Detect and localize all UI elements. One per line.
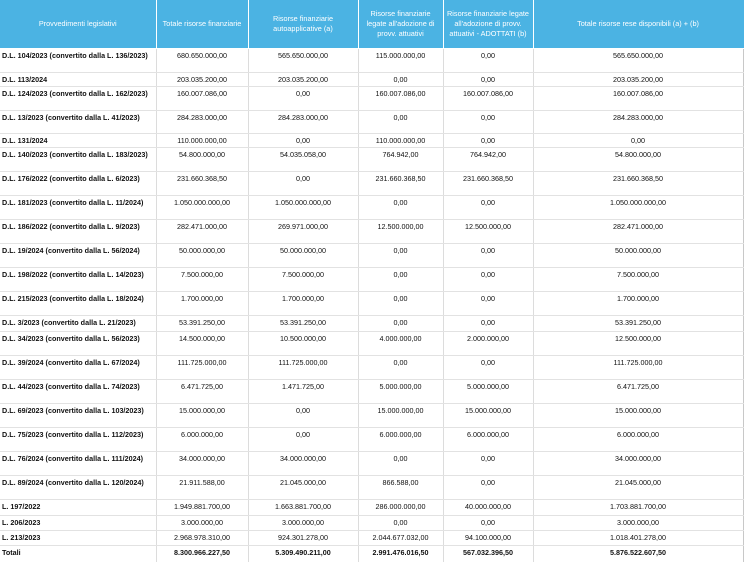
cell-autoapplicative: 53.391.250,00 xyxy=(248,316,358,332)
cell-autoapplicative: 1.050.000.000,00 xyxy=(248,196,358,220)
cell-totale-risorse: 231.660.368,50 xyxy=(156,172,248,196)
header-provvedimenti: Provvedimenti legislativi xyxy=(0,0,156,49)
cell-totale-disponibili: 565.650.000,00 xyxy=(533,49,743,73)
cell-totale-risorse: 6.471.725,00 xyxy=(156,380,248,404)
cell-provvedimento: L. 206/2023 xyxy=(0,516,156,531)
cell-provvedimento: D.L. 75/2023 (convertito dalla L. 112/2023) xyxy=(0,428,156,452)
table-row xyxy=(0,516,743,531)
cell-totale-risorse: 282.471.000,00 xyxy=(156,220,248,244)
table-row xyxy=(0,428,743,452)
cell-provvedimento: D.L. 104/2023 (convertito dalla L. 136/2023) xyxy=(0,49,156,73)
cell-adottati: 40.000.000,00 xyxy=(443,500,533,516)
cell-totale-disponibili: 15.000.000,00 xyxy=(533,404,743,428)
cell-adottati: 6.000.000,00 xyxy=(443,428,533,452)
cell-adottati: 231.660.368,50 xyxy=(443,172,533,196)
cell-totale-risorse: 15.000.000,00 xyxy=(156,404,248,428)
cell-provvedimento: D.L. 44/2023 (convertito dalla L. 74/2023) xyxy=(0,380,156,404)
cell-attuativi: 2.044.677.032,00 xyxy=(358,531,443,546)
cell-attuativi: 160.007.086,00 xyxy=(358,87,443,111)
cell-provvedimento: L. 213/2023 xyxy=(0,531,156,546)
cell-adottati: 764.942,00 xyxy=(443,148,533,172)
cell-totale-disponibili: 111.725.000,00 xyxy=(533,356,743,380)
cell-totale-risorse: 1.700.000,00 xyxy=(156,292,248,316)
cell-adottati: 0,00 xyxy=(443,196,533,220)
cell-totale-disponibili: 34.000.000,00 xyxy=(533,452,743,476)
cell-totale-risorse: 110.000.000,00 xyxy=(156,134,248,148)
cell-totale-disponibili: 53.391.250,00 xyxy=(533,316,743,332)
cell-autoapplicative: 269.971.000,00 xyxy=(248,220,358,244)
cell-adottati: 0,00 xyxy=(443,244,533,268)
cell-attuativi: 0,00 xyxy=(358,196,443,220)
totals-row xyxy=(0,546,743,562)
table-row xyxy=(0,452,743,476)
cell-attuativi: 0,00 xyxy=(358,292,443,316)
cell-attuativi: 0,00 xyxy=(358,268,443,292)
cell-totale-disponibili: 282.471.000,00 xyxy=(533,220,743,244)
cell-totale-risorse: 1.050.000.000,00 xyxy=(156,196,248,220)
cell-provvedimento: D.L. 13/2023 (convertito dalla L. 41/2023) xyxy=(0,111,156,134)
cell-adottati: 2.000.000,00 xyxy=(443,332,533,356)
cell-totale-disponibili: 231.660.368,50 xyxy=(533,172,743,196)
cell-totale-risorse: 2.968.978.310,00 xyxy=(156,531,248,546)
cell-attuativi: 15.000.000,00 xyxy=(358,404,443,428)
cell-totale-disponibili: 7.500.000,00 xyxy=(533,268,743,292)
cell-adottati: 0,00 xyxy=(443,316,533,332)
cell-totale-risorse: 34.000.000,00 xyxy=(156,452,248,476)
table-row xyxy=(0,49,743,73)
cell-autoapplicative: 111.725.000,00 xyxy=(248,356,358,380)
cell-totale-risorse: 54.800.000,00 xyxy=(156,148,248,172)
cell-provvedimento: D.L. 198/2022 (convertito dalla L. 14/2023) xyxy=(0,268,156,292)
cell-autoapplicative: 1.700.000,00 xyxy=(248,292,358,316)
table-row xyxy=(0,87,743,111)
cell-adottati: 0,00 xyxy=(443,49,533,73)
cell-totale-disponibili: 12.500.000,00 xyxy=(533,332,743,356)
table-row xyxy=(0,268,743,292)
cell-attuativi: 0,00 xyxy=(358,73,443,87)
cell-totale-risorse: 3.000.000,00 xyxy=(156,516,248,531)
cell-autoapplicative: 34.000.000,00 xyxy=(248,452,358,476)
header-attuativi: Risorse finanziarie legate all'adozione di provv. attuativi xyxy=(358,0,443,49)
cell-attuativi: 231.660.368,50 xyxy=(358,172,443,196)
cell-adottati: 0,00 xyxy=(443,292,533,316)
table-row xyxy=(0,531,743,546)
cell-totale-disponibili: 6.000.000,00 xyxy=(533,428,743,452)
table-row xyxy=(0,476,743,500)
cell-adottati: 0,00 xyxy=(443,268,533,292)
cell-attuativi: 0,00 xyxy=(358,452,443,476)
cell-attuativi: 12.500.000,00 xyxy=(358,220,443,244)
header-adottati: Risorse finanziarie legate all'adozione di provv. attuativi - ADOTTATI (b) xyxy=(443,0,533,49)
table-row xyxy=(0,148,743,172)
table-row xyxy=(0,111,743,134)
cell-adottati: 12.500.000,00 xyxy=(443,220,533,244)
cell-totale-disponibili: 54.800.000,00 xyxy=(533,148,743,172)
cell-attuativi: 0,00 xyxy=(358,516,443,531)
cell-totale-disponibili: 160.007.086,00 xyxy=(533,87,743,111)
cell-totale-risorse: 160.007.086,00 xyxy=(156,87,248,111)
cell-provvedimento: L. 197/2022 xyxy=(0,500,156,516)
cell-autoapplicative: 924.301.278,00 xyxy=(248,531,358,546)
cell-totale-risorse: 284.283.000,00 xyxy=(156,111,248,134)
cell-adottati: 0,00 xyxy=(443,356,533,380)
cell-autoapplicative: 1.663.881.700,00 xyxy=(248,500,358,516)
total-cell-autoapplicative: 5.309.490.211,00 xyxy=(248,546,358,562)
cell-adottati: 94.100.000,00 xyxy=(443,531,533,546)
table-row xyxy=(0,73,743,87)
cell-autoapplicative: 0,00 xyxy=(248,172,358,196)
cell-provvedimento: D.L. 39/2024 (convertito dalla L. 67/2024) xyxy=(0,356,156,380)
cell-totale-disponibili: 1.050.000.000,00 xyxy=(533,196,743,220)
cell-provvedimento: D.L. 124/2023 (convertito dalla L. 162/2023) xyxy=(0,87,156,111)
table-row xyxy=(0,196,743,220)
cell-attuativi: 5.000.000,00 xyxy=(358,380,443,404)
cell-totale-risorse: 7.500.000,00 xyxy=(156,268,248,292)
cell-attuativi: 6.000.000,00 xyxy=(358,428,443,452)
total-cell-provvedimento: Totali xyxy=(0,546,156,562)
cell-totale-risorse: 1.949.881.700,00 xyxy=(156,500,248,516)
cell-autoapplicative: 0,00 xyxy=(248,428,358,452)
cell-attuativi: 764.942,00 xyxy=(358,148,443,172)
cell-adottati: 15.000.000,00 xyxy=(443,404,533,428)
cell-provvedimento: D.L. 3/2023 (convertito dalla L. 21/2023) xyxy=(0,316,156,332)
cell-attuativi: 115.000.000,00 xyxy=(358,49,443,73)
table-row xyxy=(0,220,743,244)
table-row xyxy=(0,380,743,404)
cell-adottati: 0,00 xyxy=(443,476,533,500)
cell-autoapplicative: 7.500.000,00 xyxy=(248,268,358,292)
cell-totale-risorse: 53.391.250,00 xyxy=(156,316,248,332)
cell-totale-disponibili: 284.283.000,00 xyxy=(533,111,743,134)
cell-autoapplicative: 284.283.000,00 xyxy=(248,111,358,134)
cell-adottati: 0,00 xyxy=(443,452,533,476)
cell-provvedimento: D.L. 186/2022 (convertito dalla L. 9/2023) xyxy=(0,220,156,244)
cell-autoapplicative: 203.035.200,00 xyxy=(248,73,358,87)
header-totale-disponibili: Totale risorse rese disponibili (a) + (b) xyxy=(533,0,743,49)
cell-totale-disponibili: 203.035.200,00 xyxy=(533,73,743,87)
cell-totale-disponibili: 1.703.881.700,00 xyxy=(533,500,743,516)
cell-autoapplicative: 565.650.000,00 xyxy=(248,49,358,73)
cell-attuativi: 866.588,00 xyxy=(358,476,443,500)
table-row xyxy=(0,356,743,380)
cell-autoapplicative: 0,00 xyxy=(248,134,358,148)
cell-autoapplicative: 50.000.000,00 xyxy=(248,244,358,268)
cell-attuativi: 4.000.000,00 xyxy=(358,332,443,356)
cell-totale-disponibili: 0,00 xyxy=(533,134,743,148)
total-cell-adottati: 567.032.396,50 xyxy=(443,546,533,562)
cell-provvedimento: D.L. 113/2024 xyxy=(0,73,156,87)
table-row xyxy=(0,172,743,196)
cell-provvedimento: D.L. 176/2022 (convertito dalla L. 6/2023) xyxy=(0,172,156,196)
total-cell-totale-disponibili: 5.876.522.607,50 xyxy=(533,546,743,562)
cell-autoapplicative: 10.500.000,00 xyxy=(248,332,358,356)
cell-attuativi: 286.000.000,00 xyxy=(358,500,443,516)
total-cell-attuativi: 2.991.476.016,50 xyxy=(358,546,443,562)
cell-totale-disponibili: 1.700.000,00 xyxy=(533,292,743,316)
cell-autoapplicative: 21.045.000,00 xyxy=(248,476,358,500)
cell-totale-risorse: 50.000.000,00 xyxy=(156,244,248,268)
cell-provvedimento: D.L. 34/2023 (convertito dalla L. 56/2023) xyxy=(0,332,156,356)
cell-totale-disponibili: 50.000.000,00 xyxy=(533,244,743,268)
cell-totale-risorse: 6.000.000,00 xyxy=(156,428,248,452)
table-row xyxy=(0,332,743,356)
cell-autoapplicative: 0,00 xyxy=(248,404,358,428)
cell-totale-risorse: 680.650.000,00 xyxy=(156,49,248,73)
header-row xyxy=(0,0,743,49)
cell-provvedimento: D.L. 89/2024 (convertito dalla L. 120/2024) xyxy=(0,476,156,500)
cell-attuativi: 110.000.000,00 xyxy=(358,134,443,148)
table-row xyxy=(0,244,743,268)
table-row xyxy=(0,404,743,428)
header-totale-risorse: Totale risorse finanziarie xyxy=(156,0,248,49)
cell-autoapplicative: 54.035.058,00 xyxy=(248,148,358,172)
cell-totale-risorse: 111.725.000,00 xyxy=(156,356,248,380)
cell-adottati: 0,00 xyxy=(443,134,533,148)
cell-autoapplicative: 1.471.725,00 xyxy=(248,380,358,404)
cell-provvedimento: D.L. 19/2024 (convertito dalla L. 56/2024) xyxy=(0,244,156,268)
cell-provvedimento: D.L. 131/2024 xyxy=(0,134,156,148)
cell-totale-risorse: 203.035.200,00 xyxy=(156,73,248,87)
table-row xyxy=(0,316,743,332)
cell-autoapplicative: 3.000.000,00 xyxy=(248,516,358,531)
cell-adottati: 0,00 xyxy=(443,111,533,134)
table-body xyxy=(0,49,743,562)
cell-adottati: 5.000.000,00 xyxy=(443,380,533,404)
cell-totale-risorse: 21.911.588,00 xyxy=(156,476,248,500)
cell-attuativi: 0,00 xyxy=(358,111,443,134)
cell-provvedimento: D.L. 140/2023 (convertito dalla L. 183/2023) xyxy=(0,148,156,172)
cell-totale-disponibili: 1.018.401.278,00 xyxy=(533,531,743,546)
cell-provvedimento: D.L. 215/2023 (convertito dalla L. 18/2024) xyxy=(0,292,156,316)
cell-attuativi: 0,00 xyxy=(358,316,443,332)
cell-totale-disponibili: 21.045.000,00 xyxy=(533,476,743,500)
total-cell-totale-risorse: 8.300.966.227,50 xyxy=(156,546,248,562)
table-row xyxy=(0,134,743,148)
cell-totale-disponibili: 3.000.000,00 xyxy=(533,516,743,531)
cell-totale-disponibili: 6.471.725,00 xyxy=(533,380,743,404)
header-autoapplicative: Risorse finanziarie autoapplicative (a) xyxy=(248,0,358,49)
cell-adottati: 0,00 xyxy=(443,516,533,531)
cell-provvedimento: D.L. 69/2023 (convertito dalla L. 103/2023) xyxy=(0,404,156,428)
cell-provvedimento: D.L. 181/2023 (convertito dalla L. 11/2024) xyxy=(0,196,156,220)
cell-provvedimento: D.L. 76/2024 (convertito dalla L. 111/2024) xyxy=(0,452,156,476)
cell-adottati: 160.007.086,00 xyxy=(443,87,533,111)
cell-totale-risorse: 14.500.000,00 xyxy=(156,332,248,356)
table-row xyxy=(0,292,743,316)
cell-autoapplicative: 0,00 xyxy=(248,87,358,111)
cell-adottati: 0,00 xyxy=(443,73,533,87)
cell-attuativi: 0,00 xyxy=(358,356,443,380)
cell-attuativi: 0,00 xyxy=(358,244,443,268)
table-row xyxy=(0,500,743,516)
